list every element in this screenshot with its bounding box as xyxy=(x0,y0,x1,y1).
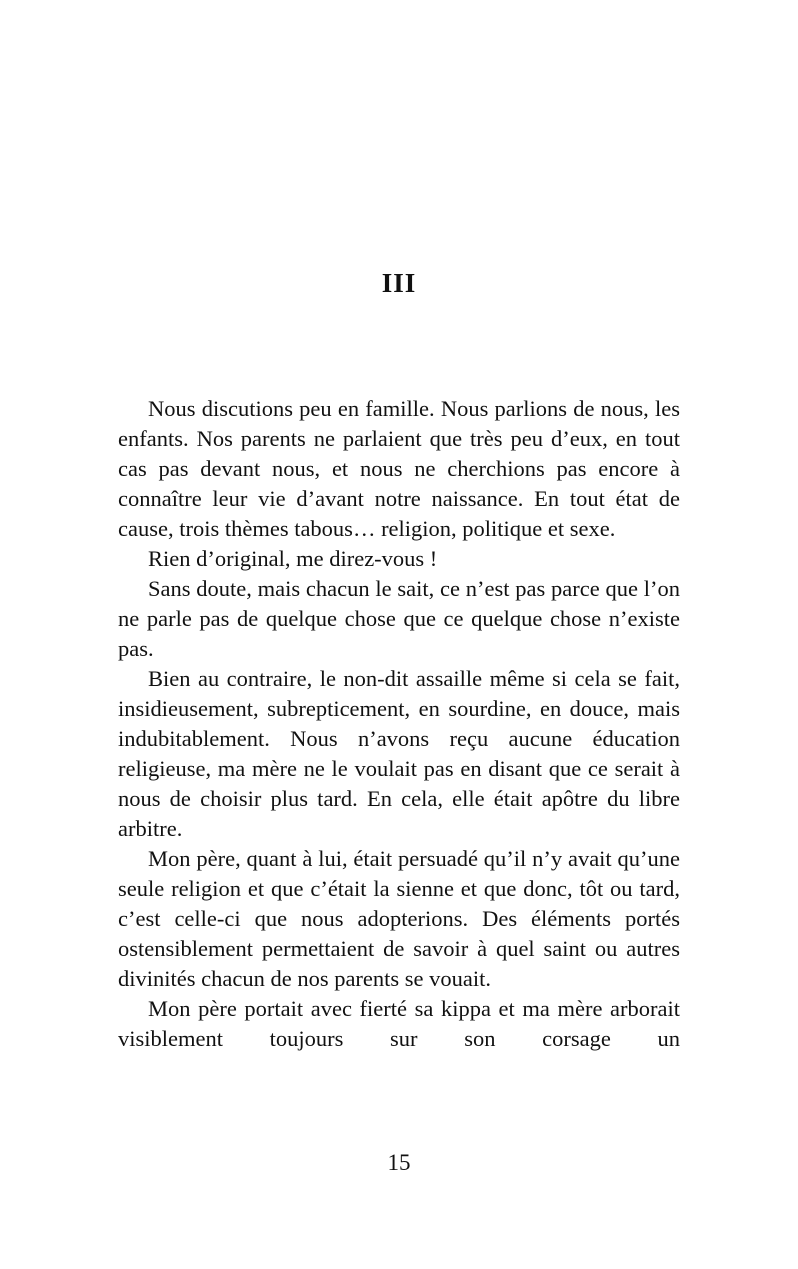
paragraph-continued: Mon père portait avec fierté sa kippa et ma mère arborait visiblement toujours sur son corsage un xyxy=(118,996,680,1051)
paragraph: Bien au contraire, le non-dit assaille même si cela se fait, insidieusement, subrepticement, en sourdine, en douce, mais indubitablement. Nous n’avons reçu aucune éducation religieuse, ma mère ne le voulait pas en disant que ce serait à nous de choisir plus tard. En cela, elle était apôtre du libre arbitre. xyxy=(118,666,680,841)
body-text xyxy=(118,394,680,1054)
paragraph: Nous discutions peu en famille. Nous parlions de nous, les enfants. Nos parents ne parlaient que très peu d’eux, en tout cas pas devant nous, et nous ne cherchions pas encore à connaître leur vie d’avant notre naissance. En tout état de cause, trois thèmes tabous… religion, politique et sexe. xyxy=(118,396,680,541)
paragraph: Rien d’original, me direz-vous ! xyxy=(148,546,438,571)
paragraph: Mon père, quant à lui, était persuadé qu’il n’y avait qu’une seule religion et que c’était la sienne et que donc, tôt ou tard, c’est celle-ci que nous adopterions. Des éléments portés ostensiblement permettaient de savoir à quel saint ou autres divinités chacun de nos parents se vouait. xyxy=(118,846,680,991)
page-number: 15 xyxy=(387,1150,411,1175)
paragraph: Sans doute, mais chacun le sait, ce n’est pas parce que l’on ne parle pas de quelque chose que ce quelque chose n’existe pas. xyxy=(118,576,680,661)
chapter-heading: III xyxy=(381,268,417,298)
